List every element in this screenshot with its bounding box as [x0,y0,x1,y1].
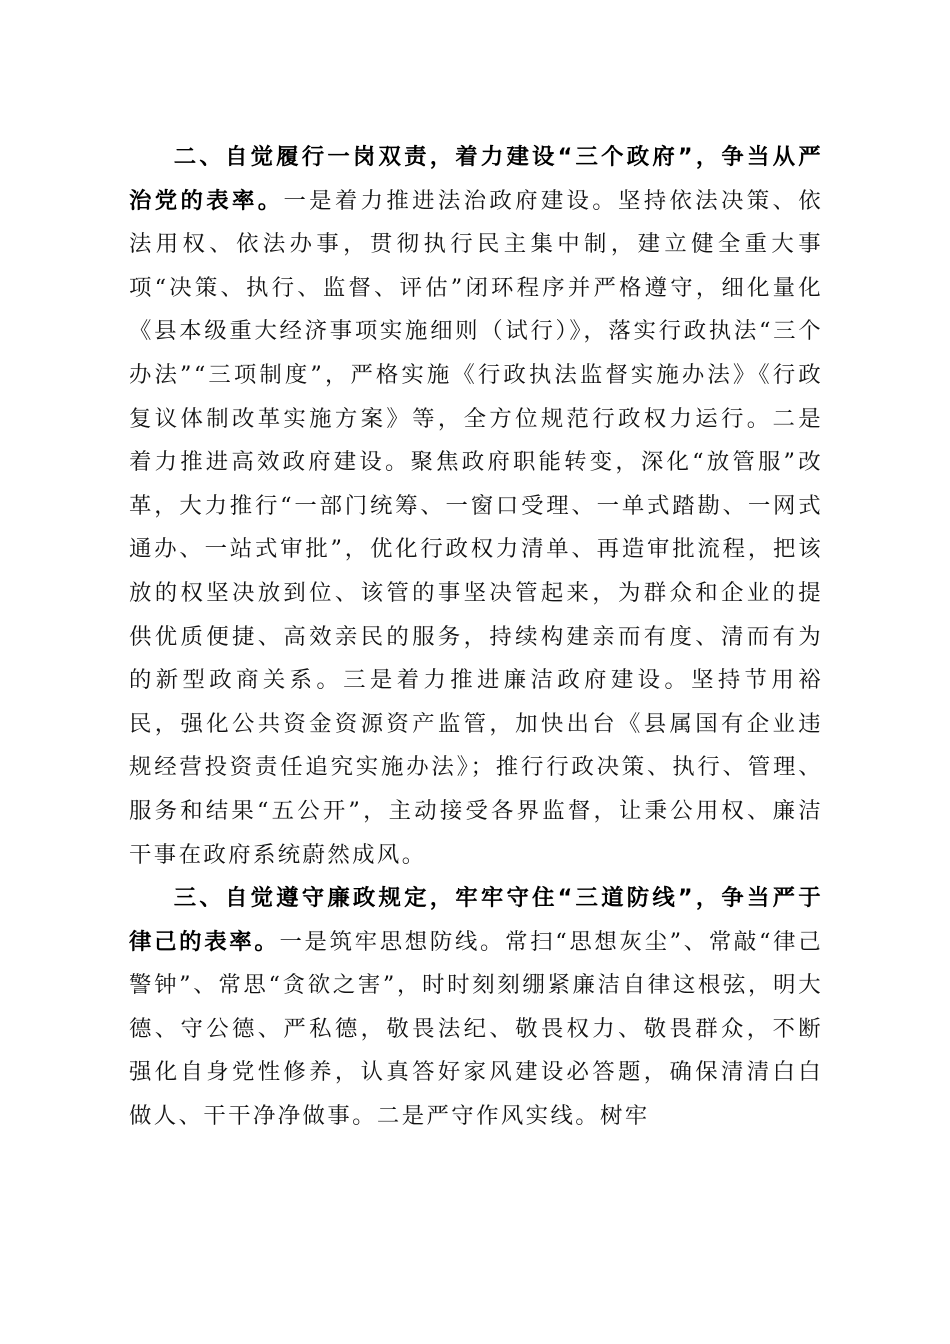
paragraph-section-3 [129,877,823,1139]
section-2-body: 一是着力推进法治政府建设。坚持依法决策、依法用权、依法办事，贯彻执行民主集中制，建立健全重大事项“决策、执行、监督、评估”闭环程序并严格遵守，细化量化《县本级重大经济事项实施细则（试行）》，落实行政执法“三个办法”“三项制度”，严格实施《行政执法监督实施办法》《行政复议体制改革实施方案》等，全方位规范行政权力运行。二是着力推进高效政府建设。聚焦政府职能转变，深化“放管服”改革，大力推行“一部门统筹、一窗口受理、一单式踏勘、一网式通办、一站式审批”，优化行政权力清单、再造审批流程，把该放的权坚决放到位、该管的事坚决管起来，为群众和企业的提供优质便捷、高效亲民的服务，持续构建亲而有度、清而有为的新型政商关系。三是着力推进廉洁政府建设。坚持节用裕民，强化公共资金资源资产监管，加快出台《县属国有企业违规经营投资责任追究实施办法》；推行行政决策、执行、管理、服务和结果“五公开”，主动接受各界监督，让秉公用权、廉洁干事在政府系统蔚然成风。 [129,187,823,868]
section-2-heading: 二、自觉履行一岗双责，着力建设“三个政府”，争当从严治党的表率。 [129,144,823,214]
paragraph-section-2 [129,136,823,877]
section-3-body: 一是筑牢思想防线。常扫“思想灰尘”、常敲“律己警钟”、常思“贪欲之害”，时时刻刻绷紧廉洁自律这根弦，明大德、守公德、严私德，敬畏法纪、敬畏权力、敬畏群众，不断强化自身党性修养，认真答好家风建设必答题，确保清清白白做人、干干净净做事。二是严守作风实线。树牢 [129,928,823,1130]
section-3-heading: 三、自觉遵守廉政规定，牢牢守住“三道防线”，争当严于律己的表率。 [129,885,823,955]
document-body [129,136,823,1139]
